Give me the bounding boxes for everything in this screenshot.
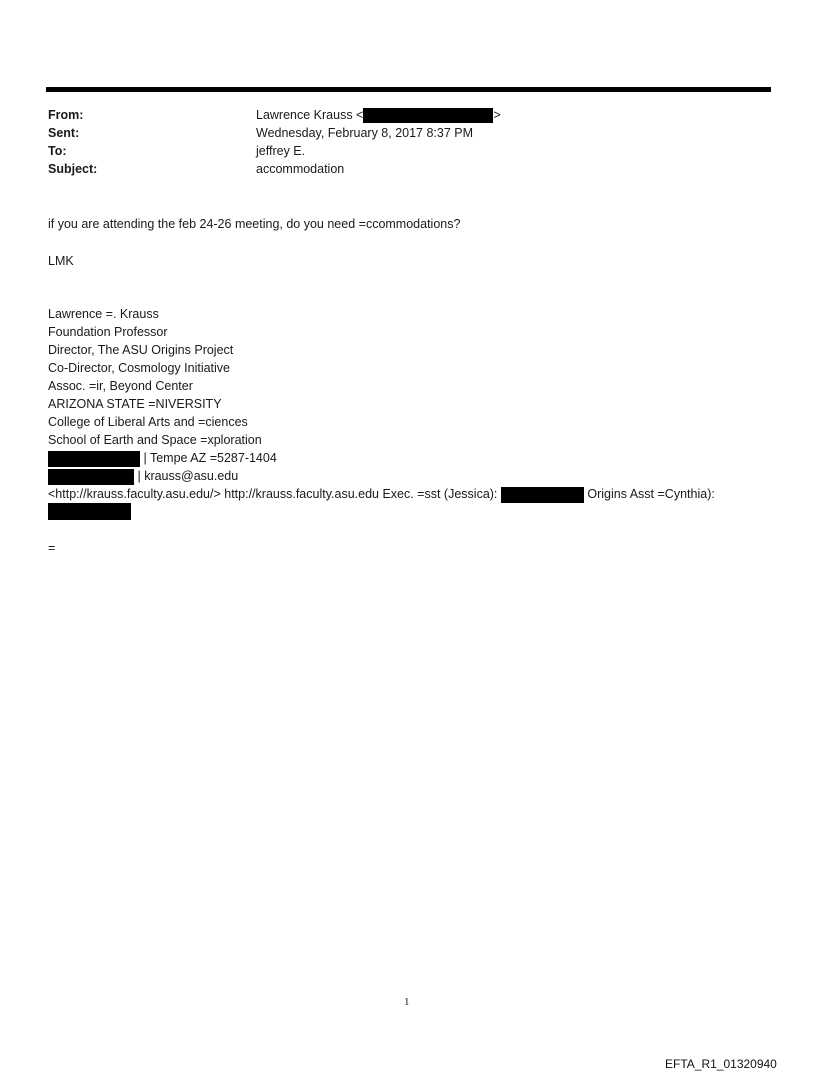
signature-url: <http://krauss.faculty.asu.edu/> http://krauss.faculty.asu.edu Exec. =sst (Jessica):: [48, 487, 501, 501]
document-id: EFTA_R1_01320940: [665, 1057, 777, 1071]
redaction-block: [501, 487, 584, 503]
signature-name: Lawrence =. Krauss: [48, 307, 159, 321]
signature-line: College of Liberal Arts and =ciences: [48, 415, 248, 429]
signature-line: ARIZONA STATE =NIVERSITY: [48, 397, 222, 411]
to-label: To:: [48, 144, 67, 158]
subject-label: Subject:: [48, 162, 98, 176]
from-name: Lawrence Krauss <: [256, 108, 364, 122]
signature-assistant: Origins Asst =Cynthia):: [583, 487, 715, 501]
signature-address: | Tempe AZ =5287-1404: [140, 451, 277, 465]
subject-value: accommodation: [256, 162, 345, 176]
sent-value: Wednesday, February 8, 2017 8:37 PM: [256, 126, 474, 140]
trailer-char: =: [48, 541, 56, 555]
to-value: jeffrey E.: [256, 144, 306, 158]
signature-line: Assoc. =ir, Beyond Center: [48, 379, 193, 393]
from-close: >: [493, 108, 501, 122]
signature-address-line: [48, 449, 277, 467]
signature-line: Foundation Professor: [48, 325, 168, 339]
header-rule: [46, 87, 771, 92]
from-label: From:: [48, 108, 84, 122]
signature-contacts-line: [48, 485, 715, 503]
from-value: [256, 108, 501, 123]
page-number: 1: [404, 996, 410, 1008]
sent-label: Sent:: [48, 126, 80, 140]
signature-line: Co-Director, Cosmology Initiative: [48, 361, 231, 375]
signature-line: School of Earth and Space =xploration: [48, 433, 262, 447]
signature-email-line: [48, 467, 238, 485]
message-body-line: if you are attending the feb 24-26 meeting, do you need =ccommodations?: [48, 217, 461, 231]
signature-line: Director, The ASU Origins Project: [48, 343, 234, 357]
redaction-block: [363, 108, 493, 123]
signature-email: | krauss@asu.edu: [134, 469, 239, 483]
redaction-block: [48, 469, 134, 485]
redaction-block: [48, 451, 140, 467]
redaction-block: [48, 503, 131, 520]
message-body-line: LMK: [48, 254, 74, 268]
